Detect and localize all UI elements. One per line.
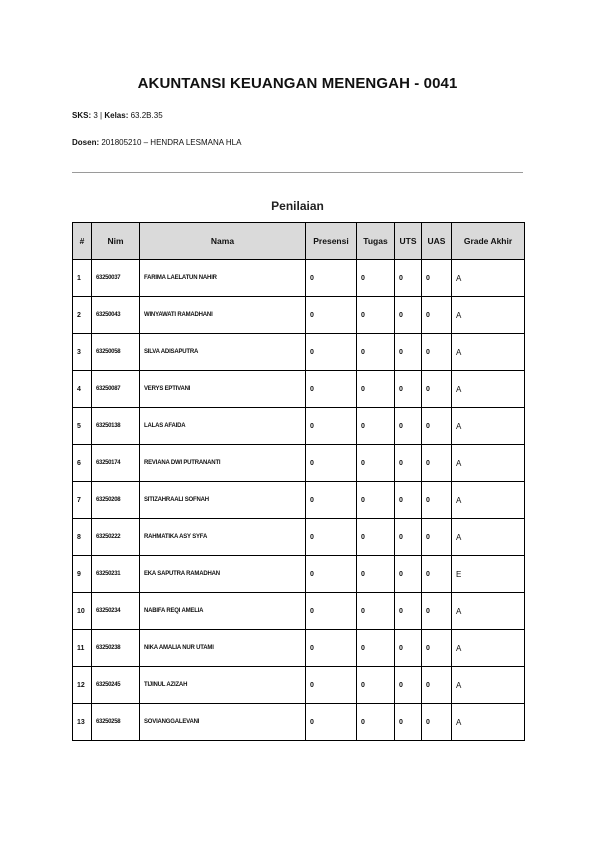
grade-cell: A	[452, 667, 525, 704]
student-nim: 63250238	[92, 630, 140, 667]
row-number: 12	[73, 667, 92, 704]
dosen-label: Dosen:	[72, 138, 100, 147]
header-uas: UAS	[422, 223, 452, 260]
grades-table	[72, 222, 525, 741]
presensi-cell: 0	[306, 297, 357, 334]
student-nim: 63250234	[92, 593, 140, 630]
dosen-value: 201805210 – HENDRA LESMANA HLA	[101, 138, 242, 147]
table-row	[73, 408, 525, 445]
student-nim: 63250208	[92, 482, 140, 519]
grade-cell: A	[452, 260, 525, 297]
uts-cell: 0	[395, 519, 422, 556]
tugas-cell: 0	[357, 334, 395, 371]
tugas-cell: 0	[357, 371, 395, 408]
uts-cell: 0	[395, 556, 422, 593]
header-grade-akhir: Grade Akhir	[452, 223, 525, 260]
uts-cell: 0	[395, 593, 422, 630]
student-nim: 63250231	[92, 556, 140, 593]
presensi-cell: 0	[306, 593, 357, 630]
table-header-row	[73, 223, 525, 260]
header-nama: Nama	[140, 223, 306, 260]
uas-cell: 0	[422, 667, 452, 704]
tugas-cell: 0	[357, 667, 395, 704]
sks-label: SKS:	[72, 111, 92, 120]
row-number: 6	[73, 445, 92, 482]
student-nim: 63250245	[92, 667, 140, 704]
presensi-cell: 0	[306, 704, 357, 741]
presensi-cell: 0	[306, 667, 357, 704]
tugas-cell: 0	[357, 260, 395, 297]
uts-cell: 0	[395, 667, 422, 704]
grade-cell: A	[452, 334, 525, 371]
grade-cell: A	[452, 704, 525, 741]
row-number: 8	[73, 519, 92, 556]
tugas-cell: 0	[357, 556, 395, 593]
row-number: 4	[73, 371, 92, 408]
grade-cell: A	[452, 371, 525, 408]
presensi-cell: 0	[306, 630, 357, 667]
uts-cell: 0	[395, 630, 422, 667]
grade-cell: A	[452, 630, 525, 667]
presensi-cell: 0	[306, 482, 357, 519]
section-title: Penilaian	[271, 199, 324, 213]
row-number: 3	[73, 334, 92, 371]
table-row	[73, 297, 525, 334]
grade-cell: A	[452, 408, 525, 445]
uas-cell: 0	[422, 482, 452, 519]
table-row	[73, 334, 525, 371]
presensi-cell: 0	[306, 445, 357, 482]
kelas-value: 63.2B.35	[130, 111, 163, 120]
student-name: FARIMA LAELATUN NAHIR	[140, 260, 306, 297]
uas-cell: 0	[422, 445, 452, 482]
uts-cell: 0	[395, 334, 422, 371]
uas-cell: 0	[422, 704, 452, 741]
student-name: TIJINUL AZIZAH	[140, 667, 306, 704]
divider	[72, 172, 523, 173]
presensi-cell: 0	[306, 334, 357, 371]
presensi-cell: 0	[306, 371, 357, 408]
uts-cell: 0	[395, 704, 422, 741]
uts-cell: 0	[395, 482, 422, 519]
presensi-cell: 0	[306, 260, 357, 297]
header-uts: UTS	[395, 223, 422, 260]
table-row	[73, 593, 525, 630]
student-name: LALAS AFAIDA	[140, 408, 306, 445]
presensi-cell: 0	[306, 519, 357, 556]
header-nim: Nim	[92, 223, 140, 260]
student-nim: 63250222	[92, 519, 140, 556]
row-number: 11	[73, 630, 92, 667]
uas-cell: 0	[422, 408, 452, 445]
uas-cell: 0	[422, 519, 452, 556]
row-number: 2	[73, 297, 92, 334]
tugas-cell: 0	[357, 408, 395, 445]
student-nim: 63250138	[92, 408, 140, 445]
tugas-cell: 0	[357, 593, 395, 630]
tugas-cell: 0	[357, 630, 395, 667]
student-name: VERYS EPTIVANI	[140, 371, 306, 408]
grade-cell: A	[452, 297, 525, 334]
row-number: 5	[73, 408, 92, 445]
table-row	[73, 445, 525, 482]
student-name: SOVIANGGALEVANI	[140, 704, 306, 741]
grade-cell: E	[452, 556, 525, 593]
student-name: RAHMATIKA ASY SYFA	[140, 519, 306, 556]
uas-cell: 0	[422, 371, 452, 408]
row-number: 9	[73, 556, 92, 593]
uts-cell: 0	[395, 408, 422, 445]
tugas-cell: 0	[357, 297, 395, 334]
row-number: 10	[73, 593, 92, 630]
student-nim: 63250087	[92, 371, 140, 408]
table-row	[73, 482, 525, 519]
table-row	[73, 667, 525, 704]
uas-cell: 0	[422, 260, 452, 297]
sks-value: 3	[93, 111, 98, 120]
student-name: NIKA AMALIA NUR UTAMI	[140, 630, 306, 667]
student-name: SILVA ADISAPUTRA	[140, 334, 306, 371]
header-presensi: Presensi	[306, 223, 357, 260]
header-tugas: Tugas	[357, 223, 395, 260]
grade-cell: A	[452, 519, 525, 556]
row-number: 13	[73, 704, 92, 741]
grade-cell: A	[452, 445, 525, 482]
table-row	[73, 260, 525, 297]
student-name: REVIANA DWI PUTRANANTI	[140, 445, 306, 482]
student-nim: 63250258	[92, 704, 140, 741]
grade-cell: A	[452, 482, 525, 519]
uts-cell: 0	[395, 445, 422, 482]
grade-cell: A	[452, 593, 525, 630]
student-name: NABIFA REQI AMELIA	[140, 593, 306, 630]
student-nim: 63250058	[92, 334, 140, 371]
table-row	[73, 371, 525, 408]
presensi-cell: 0	[306, 408, 357, 445]
student-name: WINYAWATI RAMADHANI	[140, 297, 306, 334]
uts-cell: 0	[395, 371, 422, 408]
table-row	[73, 556, 525, 593]
student-nim: 63250037	[92, 260, 140, 297]
uas-cell: 0	[422, 593, 452, 630]
meta-separator: |	[100, 111, 103, 120]
row-number: 7	[73, 482, 92, 519]
lecturer-meta	[72, 138, 241, 147]
student-nim: 63250174	[92, 445, 140, 482]
row-number: 1	[73, 260, 92, 297]
table-row	[73, 704, 525, 741]
uas-cell: 0	[422, 556, 452, 593]
table-row	[73, 630, 525, 667]
document-title: AKUNTANSI KEUANGAN MENENGAH - 0041	[137, 75, 458, 92]
student-name: EKA SAPUTRA RAMADHAN	[140, 556, 306, 593]
presensi-cell: 0	[306, 556, 357, 593]
student-nim: 63250043	[92, 297, 140, 334]
uas-cell: 0	[422, 297, 452, 334]
uas-cell: 0	[422, 630, 452, 667]
tugas-cell: 0	[357, 445, 395, 482]
kelas-label: Kelas:	[104, 111, 129, 120]
tugas-cell: 0	[357, 482, 395, 519]
student-name: SITIZAHRAALI SOFNAH	[140, 482, 306, 519]
tugas-cell: 0	[357, 519, 395, 556]
uas-cell: 0	[422, 334, 452, 371]
table-row	[73, 519, 525, 556]
tugas-cell: 0	[357, 704, 395, 741]
header-number: #	[73, 223, 92, 260]
course-meta	[72, 111, 163, 120]
uts-cell: 0	[395, 297, 422, 334]
uts-cell: 0	[395, 260, 422, 297]
